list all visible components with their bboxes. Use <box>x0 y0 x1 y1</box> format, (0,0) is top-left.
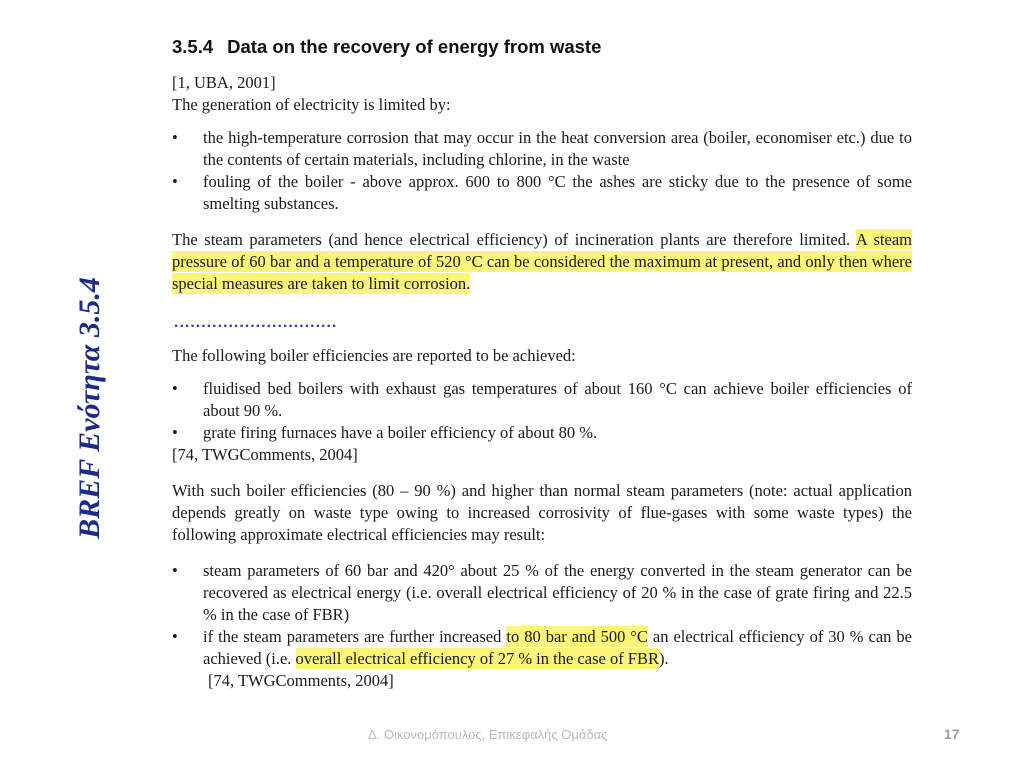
limitations-list <box>172 127 912 215</box>
page-number: 17 <box>944 726 960 742</box>
side-title <box>62 262 118 554</box>
list-item: • the high-temperature corrosion that may occur in the heat conversion area (boiler, economiser etc.) due to the contents of certain materials, including chlorine, in the waste <box>172 128 912 169</box>
steam-parameters-paragraph: The steam parameters (and hence electrical efficiency) of incineration plants are therefore limited. A steam pressure of 60 bar and a temperature of 520 °C can be considered the maximum at present, and only then where special measures are taken to limit corrosion. <box>172 230 912 293</box>
document-page <box>172 36 912 692</box>
side-title-text: BREF Ενότητα 3.5.4 <box>73 277 107 539</box>
reference-1: [1, UBA, 2001] <box>172 73 276 92</box>
reference-2: [74, TWGComments, 2004] <box>172 445 358 464</box>
section-heading <box>172 36 912 58</box>
highlighted-text: to 80 bar and 500 °C <box>506 627 648 646</box>
efficiency-paragraph: With such boiler efficiencies (80 – 90 %) and higher than normal steam parameters (note: actual application depends greatly on waste type owing to increased corrosivity of flue-gases with some waste types) the following approximate electrical efficiencies may result: <box>172 481 912 544</box>
footer-author: Δ. Οικονομόπουλος, Επικεφαλής Ομάδας <box>368 727 608 742</box>
section-number: 3.5.4 <box>172 36 214 57</box>
boiler-efficiency-list <box>172 378 912 444</box>
list-item: • steam parameters of 60 bar and 420° about 25 % of the energy converted in the steam generator can be recovered as electrical energy (i.e. overall electrical efficiency of 20 % in the case of grate firing and 22.5 % in the case of FBR) <box>172 561 912 624</box>
highlighted-text: A steam pressure of 60 bar and a temperature of 520 °C can be considered the maximum at present, and only then where special measures are taken to limit corrosion. <box>172 230 912 293</box>
reference-3: [74, TWGComments, 2004] <box>208 671 394 690</box>
ellipsis-separator: .............................. <box>174 314 338 331</box>
section-title: Data on the recovery of energy from waste <box>227 36 602 57</box>
boiler-intro-text: The following boiler efficiencies are reported to be achieved: <box>172 346 576 365</box>
list-item: • grate firing furnaces have a boiler efficiency of about 80 %. <box>172 423 598 442</box>
list-item: • if the steam parameters are further increased to 80 bar and 500 °C an electrical efficiency of 30 % can be achieved (i.e. overall electrical efficiency of 27 % in the case of FBR). <box>172 627 912 668</box>
highlighted-text: overall electrical efficiency of 27 % in the case of FBR <box>295 649 659 668</box>
list-item: • fouling of the boiler - above approx. 600 to 800 °C the ashes are sticky due to the presence of some smelting substances. <box>172 172 912 213</box>
electrical-efficiency-list <box>172 560 912 670</box>
list-item: • fluidised bed boilers with exhaust gas temperatures of about 160 °C can achieve boiler efficiencies of about 90 %. <box>172 379 912 420</box>
intro-text: The generation of electricity is limited by: <box>172 95 451 114</box>
